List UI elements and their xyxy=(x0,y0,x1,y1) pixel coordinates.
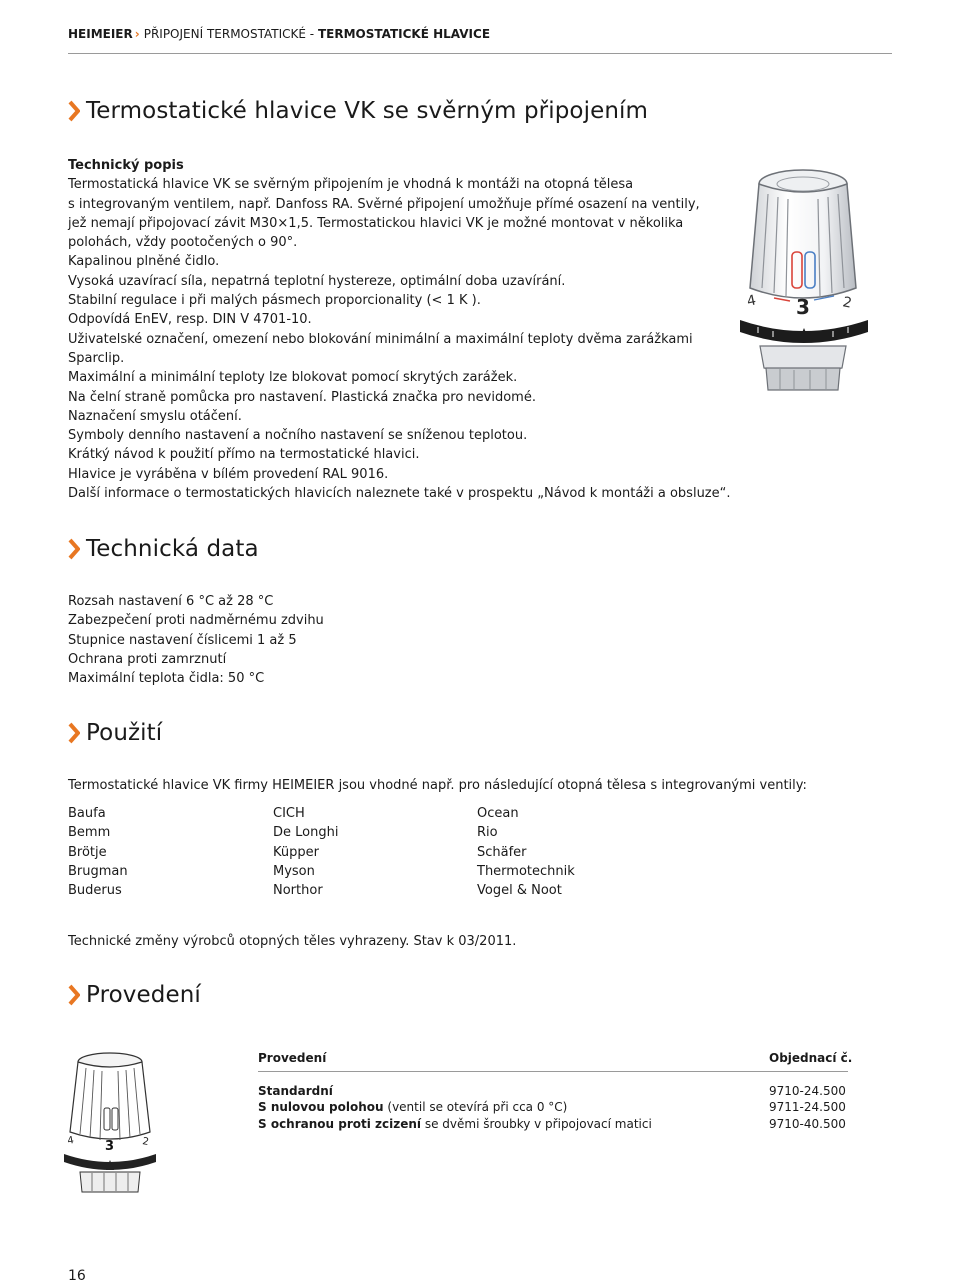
description-line: Na čelní straně pomůcka pro nastavení. Plastická značka pro nevidomé. xyxy=(68,389,536,405)
header-path: PŘIPOJENÍ TERMOSTATICKÉ - TERMOSTATICKÉ HLAVICE xyxy=(143,27,491,41)
list-item: Brugman xyxy=(68,863,128,879)
order-number: 9710-40.500 xyxy=(769,1116,846,1131)
list-item: Stupnice nastavení číslicemi 1 až 5 xyxy=(68,632,297,648)
scale-digit: 2 xyxy=(141,1136,150,1149)
order-number: 9711-24.500 xyxy=(769,1100,846,1114)
list-item: Northor xyxy=(273,883,323,899)
section-chevron-icon xyxy=(68,984,80,1006)
thermostat-head-image xyxy=(738,160,878,392)
description-line: Sparclip. xyxy=(68,350,125,366)
description-line: Hlavice je vyráběna v bílém provedení RAL 9016. xyxy=(68,466,389,482)
description-line: Uživatelské označení, omezení nebo blokování minimální a maximální teploty dvěma zarážkami xyxy=(68,331,693,347)
section-chevron-icon xyxy=(68,100,80,122)
table-row xyxy=(258,1100,848,1117)
list-item: Bemm xyxy=(68,825,111,841)
list-item: Küpper xyxy=(273,844,319,860)
scale-digit: 3 xyxy=(796,295,810,319)
list-item: Myson xyxy=(273,863,315,879)
section-heading: Použití xyxy=(86,720,163,746)
variant-name: S ochranou proti zcizení xyxy=(258,1116,422,1131)
description-line: Stabilní regulace i při malých pásmech proporcionality (< 1 K ). xyxy=(68,293,481,309)
section-heading: Provedení xyxy=(86,982,201,1008)
description-line: Symboly denního nastavení a nočního nastavení se sníženou teplotou. xyxy=(68,428,528,444)
usage-intro: Termostatické hlavice VK firmy HEIMEIER jsou vhodné např. pro následující otopná tělesa s integrovanými ventily: xyxy=(68,778,807,793)
section-heading: Technická data xyxy=(86,536,259,562)
list-item: Baufa xyxy=(68,806,106,821)
header-path-current: TERMOSTATICKÉ HLAVICE xyxy=(317,27,491,41)
column-header-variant: Provedení xyxy=(258,1051,327,1065)
variant-description: se dvěmi šroubky v připojovací matici xyxy=(421,1116,652,1131)
usage-title xyxy=(68,720,162,746)
page-number: 16 xyxy=(68,1268,86,1284)
description-line: Vysoká uzavírací síla, nepatrná teplotní hystereze, optimální doba uzavírání. xyxy=(68,273,566,289)
description-line: jež nemají připojovací závit M30×1,5. Termostatickou hlavici VK je možné montovat v několika xyxy=(68,215,684,231)
description-line: Odpovídá EnEV, resp. DIN V 4701-10. xyxy=(68,312,312,328)
list-item: De Longhi xyxy=(273,825,339,841)
scale-digit: 2 xyxy=(841,294,854,312)
scale-digit: 4 xyxy=(66,1135,75,1147)
list-item: Rio xyxy=(477,825,498,841)
changes-note: Technické změny výrobců otopných těles vyhrazeny. Stav k 03/2011. xyxy=(68,934,517,949)
scale-digit: 4 xyxy=(745,292,758,310)
thermostat-drawing-image xyxy=(60,1046,160,1194)
description-line: Kapalinou plněné čidlo. xyxy=(68,254,220,270)
variants-title xyxy=(68,982,201,1008)
description-line: polohách, vždy pootočených o 90°. xyxy=(68,235,298,251)
chevron-right-icon: › xyxy=(134,27,140,41)
technical-description xyxy=(68,156,748,503)
table-row xyxy=(258,1117,848,1134)
scale-digit: 3 xyxy=(105,1139,115,1154)
list-item: Schäfer xyxy=(477,844,527,860)
description-line: Krátký návod k použití přímo na termostatické hlavici. xyxy=(68,447,420,463)
page-title: Termostatické hlavice VK se svěrným připojením xyxy=(86,98,649,124)
list-item: Rozsah nastavení 6 °C až 28 °C xyxy=(68,594,274,609)
running-header xyxy=(68,27,490,41)
description-line: Termostatická hlavice VK se svěrným připojením je vhodná k montáži na otopná tělesa xyxy=(68,177,634,193)
main-title xyxy=(68,98,648,124)
section-chevron-icon xyxy=(68,722,80,744)
list-item: Zabezpečení proti nadměrnému zdvihu xyxy=(68,613,324,629)
tech-data-list xyxy=(68,592,324,688)
list-item: CICH xyxy=(273,806,305,821)
description-line: Maximální a minimální teploty lze blokovat pomocí skrytých zarážek. xyxy=(68,370,518,386)
list-item: Ochrana proti zamrznutí xyxy=(68,651,227,667)
list-item: Ocean xyxy=(477,806,519,821)
description-heading: Technický popis xyxy=(68,158,184,173)
description-line: Naznačení smyslu otáčení. xyxy=(68,408,242,424)
brand-name: HEIMEIER xyxy=(68,27,133,41)
table-header xyxy=(258,1051,853,1068)
table-row xyxy=(258,1084,848,1101)
variants-table xyxy=(258,1051,853,1133)
section-chevron-icon xyxy=(68,538,80,560)
list-item: Maximální teplota čidla: 50 °C xyxy=(68,671,265,687)
list-item: Brötje xyxy=(68,844,107,860)
manufacturer-column xyxy=(273,804,338,900)
description-line: Další informace o termostatických hlavicích naleznete také v prospektu „Návod k montáži a obsluze“. xyxy=(68,486,731,502)
manufacturer-column xyxy=(68,804,128,900)
description-line: s integrovaným ventilem, např. Danfoss RA. Svěrné připojení umožňuje přímé osazení na ventily, xyxy=(68,196,700,212)
tech-data-title xyxy=(68,536,259,562)
list-item: Buderus xyxy=(68,883,122,899)
variant-name: Standardní xyxy=(258,1083,333,1098)
manufacturer-column xyxy=(477,804,575,900)
order-number: 9710-24.500 xyxy=(769,1083,846,1098)
list-item: Thermotechnik xyxy=(477,863,575,879)
table-divider xyxy=(258,1071,848,1072)
variant-name: S nulovou polohou xyxy=(258,1100,384,1114)
variant-description: (ventil se otevírá při cca 0 °C) xyxy=(383,1100,568,1114)
list-item: Vogel & Noot xyxy=(477,883,562,899)
column-header-order-number: Objednací č. xyxy=(769,1051,853,1065)
header-divider xyxy=(68,53,892,54)
